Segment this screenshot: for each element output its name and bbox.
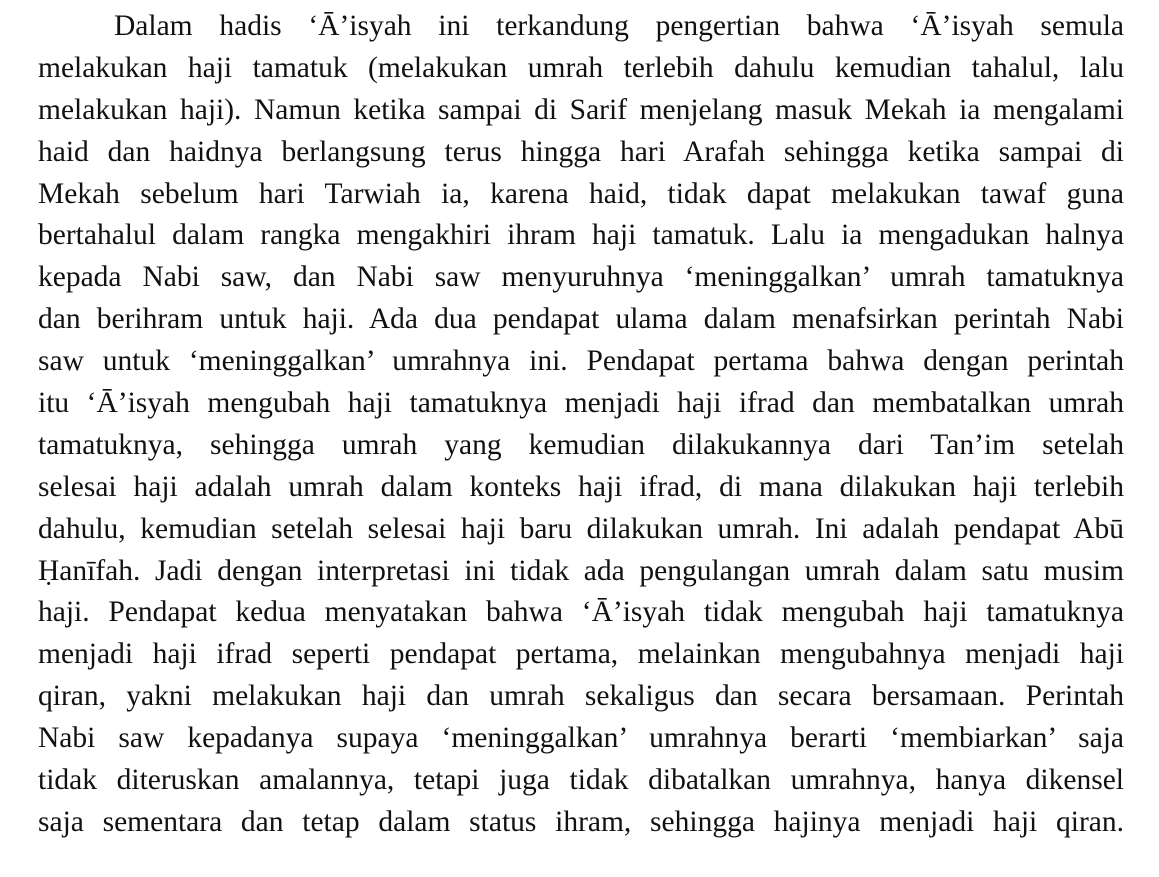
text-line: tidak diteruskan amalannya, tetapi juga tidak dibatalkan umrahnya, hanya dikensel [38,764,1124,797]
document-page [38,6,1124,844]
text-line: melakukan haji tamatuk (melakukan umrah terlebih dahulu kemudian tahalul, lalu [38,51,1124,84]
text-line: dahulu, kemudian setelah selesai haji baru dilakukan umrah. Ini adalah pendapat Abū [38,512,1124,545]
text-line: qiran, yakni melakukan haji dan umrah sekaligus dan secara bersamaan. Perintah [38,680,1124,713]
text-line: tamatuknya, sehingga umrah yang kemudian dilakukannya dari Tan’im setelah [38,428,1124,461]
text-line: haji. Pendapat kedua menyatakan bahwa ‘Ā’isyah tidak mengubah haji tamatuknya [38,596,1124,629]
text-line: Nabi saw kepadanya supaya ‘meninggalkan’ umrahnya berarti ‘membiarkan’ saja [38,722,1124,755]
text-line: haid dan haidnya berlangsung terus hingga hari Arafah sehingga ketika sampai di [38,135,1124,168]
text-line: Mekah sebelum hari Tarwiah ia, karena haid, tidak dapat melakukan tawaf guna [38,177,1124,210]
text-line: dan berihram untuk haji. Ada dua pendapat ulama dalam menafsirkan perintah Nabi [38,303,1124,336]
text-line: Dalam hadis ‘Ā’isyah ini terkandung pengertian bahwa ‘Ā’isyah semula [114,10,1124,42]
text-line: kepada Nabi saw, dan Nabi saw menyuruhnya ‘meninggalkan’ umrah tamatuknya [38,261,1124,294]
body-paragraph [38,6,1124,844]
text-line: selesai haji adalah umrah dalam konteks haji ifrad, di mana dilakukan haji terlebih [38,470,1124,503]
text-line: menjadi haji ifrad seperti pendapat pertama, melainkan mengubahnya menjadi haji [38,638,1124,671]
text-line: saw untuk ‘meninggalkan’ umrahnya ini. Pendapat pertama bahwa dengan perintah [38,345,1124,378]
text-line: saja sementara dan tetap dalam status ihram, sehingga hajinya menjadi haji qiran. [38,805,1124,838]
text-line: bertahalul dalam rangka mengakhiri ihram haji tamatuk. Lalu ia mengadukan halnya [38,219,1124,252]
text-line: melakukan haji). Namun ketika sampai di Sarif menjelang masuk Mekah ia mengalami [38,93,1124,126]
text-line: itu ‘Ā’isyah mengubah haji tamatuknya menjadi haji ifrad dan membatalkan umrah [38,387,1124,420]
text-line: Ḥanīfah. Jadi dengan interpretasi ini tidak ada pengulangan umrah dalam satu musim [38,554,1124,587]
